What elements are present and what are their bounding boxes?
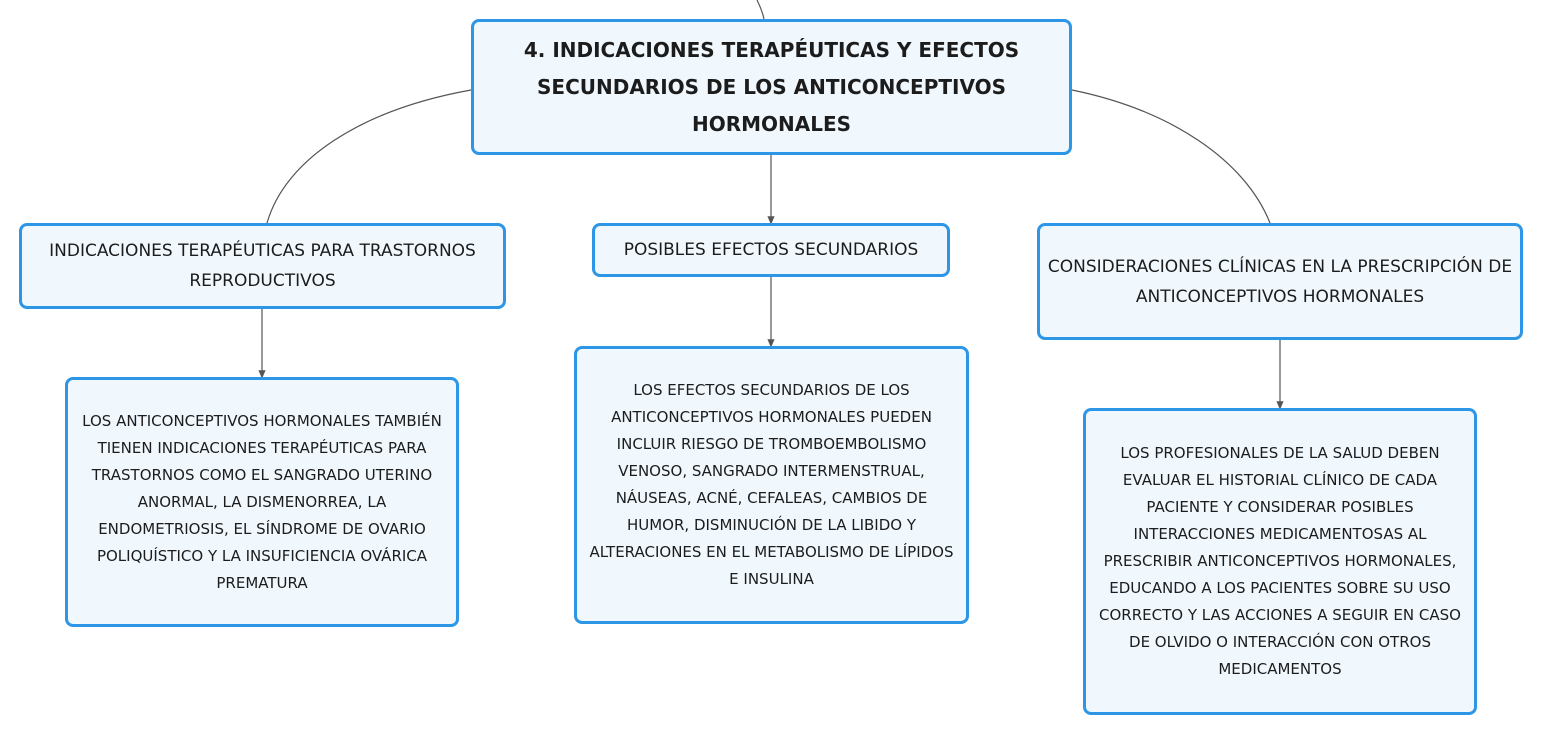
subtopic-efectos-detail[interactable]	[574, 346, 969, 624]
central-topic-node[interactable]	[471, 19, 1072, 155]
central-topic-title: 4. INDICACIONES TERAPÉUTICAS Y EFECTOS SECUNDARIOS DE LOS ANTICONCEPTIVOS HORMONALES	[523, 37, 1020, 136]
subtopic-consideraciones-detail[interactable]	[1083, 408, 1477, 715]
subtopic-indicaciones-detail[interactable]	[65, 377, 459, 627]
topic-indicaciones-terapeuticas[interactable]	[19, 223, 506, 309]
connector-incoming	[757, 0, 764, 19]
topic-title: CONSIDERACIONES CLÍNICAS EN LA PRESCRIPCIÓN DE ANTICONCEPTIVOS HORMONALES	[1047, 256, 1513, 307]
topic-title: POSIBLES EFECTOS SECUNDARIOS	[623, 240, 919, 260]
subtopic-text: LOS ANTICONCEPTIVOS HORMONALES TAMBIÉN TIENEN INDICACIONES TERAPÉUTICAS PARA TRASTORNOS COMO EL SANGRADO UTERINO ANORMAL, LA DISMENORREA, LA ENDOMETRIOSIS, EL SÍNDROME DE OVARIO POLIQUÍSTICO Y LA INSUFICIENCIA OVÁRICA PREMATURA	[82, 411, 442, 592]
subtopic-text: LOS PROFESIONALES DE LA SALUD DEBEN EVALUAR EL HISTORIAL CLÍNICO DE CADA PACIENTE Y CONSIDERAR POSIBLES INTERACCIONES MEDICAMENTOSAS AL PRESCRIBIR ANTICONCEPTIVOS HORMONALES, EDUCANDO A LOS PACIENTES SOBRE SU USO CORRECTO Y LAS ACCIONES A SEGUIR EN CASO DE OLVIDO O INTERACCIÓN CON OTROS MEDICAMENTOS	[1099, 444, 1461, 678]
subtopic-text: LOS EFECTOS SECUNDARIOS DE LOS ANTICONCEPTIVOS HORMONALES PUEDEN INCLUIR RIESGO DE TROMBOEMBOLISMO VENOSO, SANGRADO INTERMENSTRUAL, NÁUSEAS, ACNÉ, CEFALEAS, CAMBIOS DE HUMOR, DISMINUCIÓN DE LA LIBIDO Y ALTERACIONES EN EL METABOLISMO DE LÍPIDOS E INSULINA	[589, 381, 954, 588]
connector-root-to-consideraciones	[1072, 90, 1270, 223]
topic-consideraciones-clinicas[interactable]	[1037, 223, 1523, 340]
topic-title: INDICACIONES TERAPÉUTICAS PARA TRASTORNOS REPRODUCTIVOS	[49, 241, 476, 291]
topic-efectos-secundarios[interactable]	[592, 223, 950, 277]
connector-root-to-indicaciones	[267, 90, 471, 223]
